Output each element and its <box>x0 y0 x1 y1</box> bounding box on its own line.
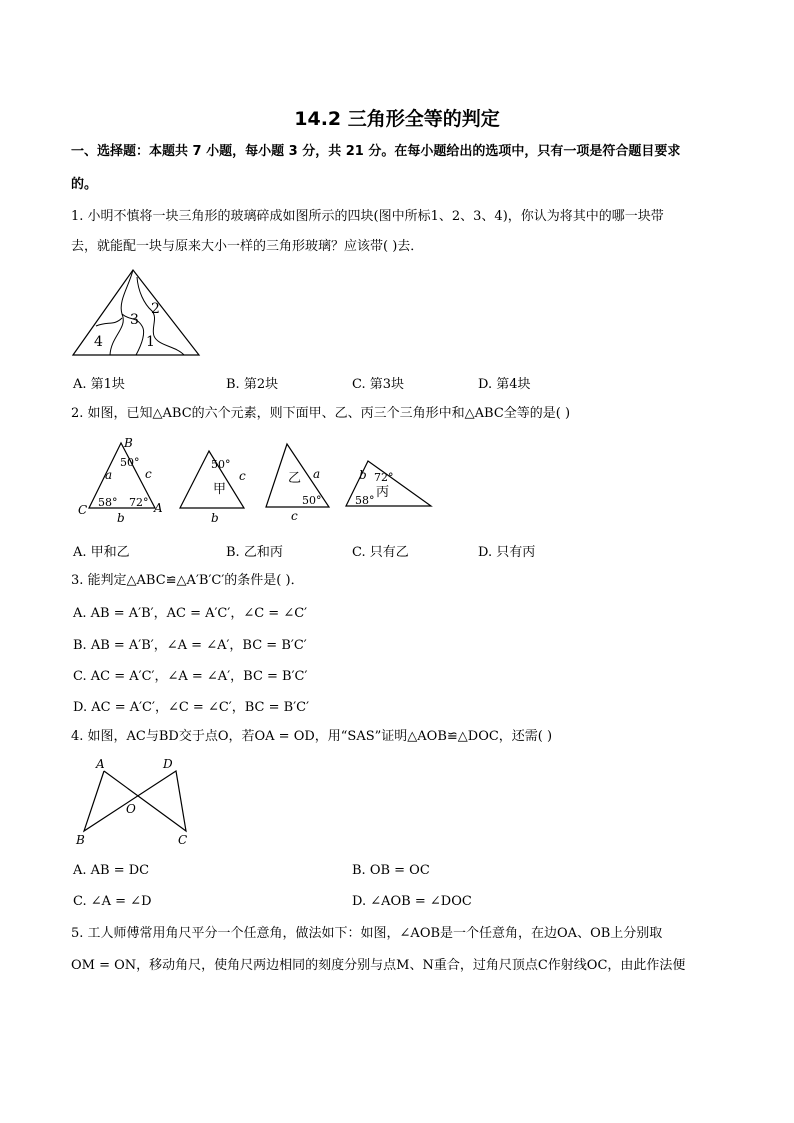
q2-triangles-figure <box>72 432 452 528</box>
q4-option-b[interactable]: B. OB = OC <box>352 863 430 878</box>
section-heading-cont: 的。 <box>71 177 98 192</box>
jia-angle: 50° <box>211 458 231 471</box>
q4-option-c[interactable]: C. ∠A = ∠D <box>73 894 152 909</box>
piece-1-label: 1 <box>146 334 155 350</box>
q1-option-b[interactable]: B. 第2块 <box>226 377 279 392</box>
piece-3-label: 3 <box>130 312 139 328</box>
piece-2-label: 2 <box>151 301 160 317</box>
point-d-label: D <box>163 757 173 771</box>
point-c-label: C <box>178 833 188 847</box>
vertex-b: B <box>124 436 133 450</box>
jia-side-b: b <box>211 511 219 525</box>
jia-name: 甲 <box>213 482 227 497</box>
point-b-label: B <box>76 833 85 847</box>
q1-glass-figure <box>66 266 206 360</box>
point-o-label: O <box>126 802 136 816</box>
jia-side-c: c <box>239 469 246 483</box>
bing-side-b: b <box>359 468 367 482</box>
side-a: a <box>105 468 113 482</box>
q3-option-a[interactable]: A. AB = A′B′，AC = A′C′，∠C = ∠C′ <box>73 606 308 621</box>
q4-stem: 4. 如图，AC与BD交于点O，若OA = OD，用“SAS”证明△AOB≌△DOC，还需( ) <box>71 729 553 744</box>
triangle-jia <box>180 451 246 525</box>
triangle-abc <box>78 436 163 525</box>
q2-option-b[interactable]: B. 乙和丙 <box>226 545 283 560</box>
q3-stem: 3. 能判定△ABC≌△A′B′C′的条件是( )． <box>71 573 304 588</box>
piece-4-label: 4 <box>94 334 103 350</box>
yi-side-a: a <box>313 467 321 481</box>
q2-option-d[interactable]: D. 只有丙 <box>478 545 536 560</box>
yi-side-c: c <box>291 509 298 523</box>
q2-stem: 2. 如图，已知△ABC的六个元素，则下面甲、乙、丙三个三角形中和△ABC全等的是( ) <box>71 406 571 421</box>
point-a-label: A <box>96 757 105 771</box>
q1-option-a[interactable]: A. 第1块 <box>73 377 125 392</box>
section-heading: 一、选择题：本题共 7 小题，每小题 3 分，共 21 分。在每小题给出的选项中，只有一项是符合题目要求 <box>71 144 681 159</box>
triangle-bing <box>346 461 431 507</box>
angle-a: 72° <box>129 496 149 509</box>
q2-option-c[interactable]: C. 只有乙 <box>352 545 409 560</box>
q3-option-c[interactable]: C. AC = A′C′，∠A = ∠A′，BC = B′C′ <box>73 669 308 684</box>
yi-angle: 50° <box>302 494 322 507</box>
q4-option-d[interactable]: D. ∠AOB = ∠DOC <box>352 894 472 909</box>
q1-option-c[interactable]: C. 第3块 <box>352 377 405 392</box>
bing-angle-2: 58° <box>355 494 375 507</box>
side-b: b <box>117 511 125 525</box>
triangle-yi <box>266 444 329 523</box>
bing-name: 丙 <box>376 485 390 500</box>
bing-angle-1: 72° <box>374 471 394 484</box>
angle-b: 50° <box>120 456 140 469</box>
side-c: c <box>145 467 152 481</box>
vertex-a: A <box>154 501 163 515</box>
q1-stem-cont: 去，就能配一块与原来大小一样的三角形玻璃？应该带( )去． <box>71 239 424 254</box>
angle-c: 58° <box>98 496 118 509</box>
yi-name: 乙 <box>288 471 302 486</box>
vertex-c: C <box>78 503 88 517</box>
q3-option-b[interactable]: B. AB = A′B′，∠A = ∠A′，BC = B′C′ <box>73 638 307 653</box>
q1-stem: 1. 小明不慎将一块三角形的玻璃碎成如图所示的四块(图中所标1、2、3、4)，你认为将其中的哪一块带 <box>71 209 664 224</box>
q4-bowtie-figure <box>72 755 197 850</box>
q5-stem-cont: OM = ON，移动角尺，使角尺两边相同的刻度分别与点M、N重合，过角尺顶点C作射线OC，由此作法便 <box>71 958 686 973</box>
q5-stem: 5. 工人师傅常用角尺平分一个任意角，做法如下：如图，∠AOB是一个任意角，在边OA、OB上分别取 <box>71 926 663 941</box>
q2-option-a[interactable]: A. 甲和乙 <box>73 545 130 560</box>
q1-option-d[interactable]: D. 第4块 <box>478 377 531 392</box>
q3-option-d[interactable]: D. AC = A′C′，∠C = ∠C′，BC = B′C′ <box>73 700 310 715</box>
q4-option-a[interactable]: A. AB = DC <box>73 863 150 878</box>
page-title: 14.2 三角形全等的判定 <box>294 108 500 130</box>
